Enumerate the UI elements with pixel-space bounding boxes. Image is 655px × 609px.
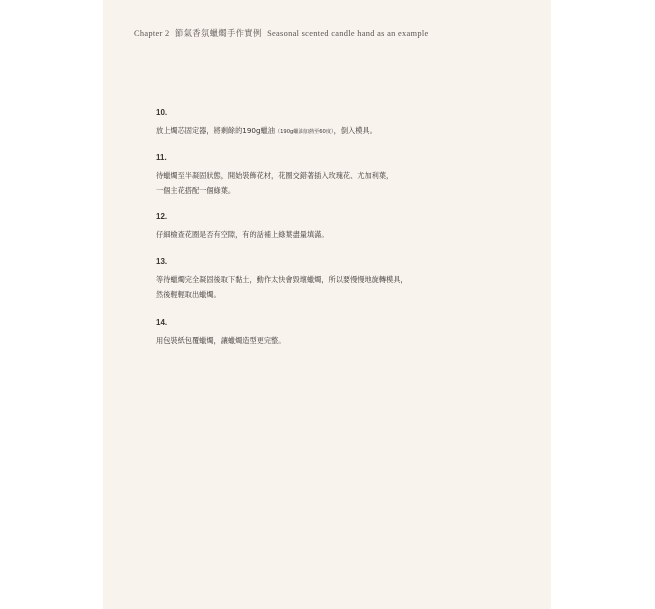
step-text-part: ，倒入模具。 xyxy=(333,126,377,135)
step-text xyxy=(156,123,377,140)
chapter-title-en: Seasonal scented candle hand as an example xyxy=(267,29,429,38)
book-page xyxy=(103,0,551,609)
step-13 xyxy=(156,257,408,302)
step-10 xyxy=(156,108,377,140)
chapter-label: Chapter 2 xyxy=(134,29,170,38)
step-11 xyxy=(156,153,393,198)
step-text-note: （190g蠟油加熱至60度） xyxy=(274,129,334,135)
step-text: 然後輕輕取出蠟燭。 xyxy=(156,290,221,299)
step-14 xyxy=(156,318,285,348)
chapter-title-zh: 節氣香氛蠟燭手作實例 xyxy=(174,28,262,38)
step-number: 11. xyxy=(156,153,167,162)
step-text: 用包裝紙包覆蠟燭，讓蠟燭造型更完整。 xyxy=(156,336,286,345)
step-text: 待蠟燭至半凝固狀態，開始裝飾花材，花圈交錯著插入玫瑰花、尤加利葉， xyxy=(156,171,394,180)
step-number: 10. xyxy=(156,108,168,117)
step-text: 仔細檢查花圈是否有空隙，有的話補上綠葉盡量填滿。 xyxy=(156,230,329,239)
step-text: 等待蠟燭完全凝固後取下黏土，動作太快會毀壞蠟燭，所以要慢慢地旋轉模具， xyxy=(156,275,408,284)
step-12 xyxy=(156,212,329,242)
step-number: 12. xyxy=(156,212,168,221)
step-number: 13. xyxy=(156,257,168,266)
step-number: 14. xyxy=(156,318,168,327)
step-text: 一個主花搭配一個綠葉。 xyxy=(156,186,236,195)
step-text-part: 放上燭芯固定器，將剩餘的190g蠟油 xyxy=(156,126,275,135)
running-header xyxy=(134,27,429,39)
